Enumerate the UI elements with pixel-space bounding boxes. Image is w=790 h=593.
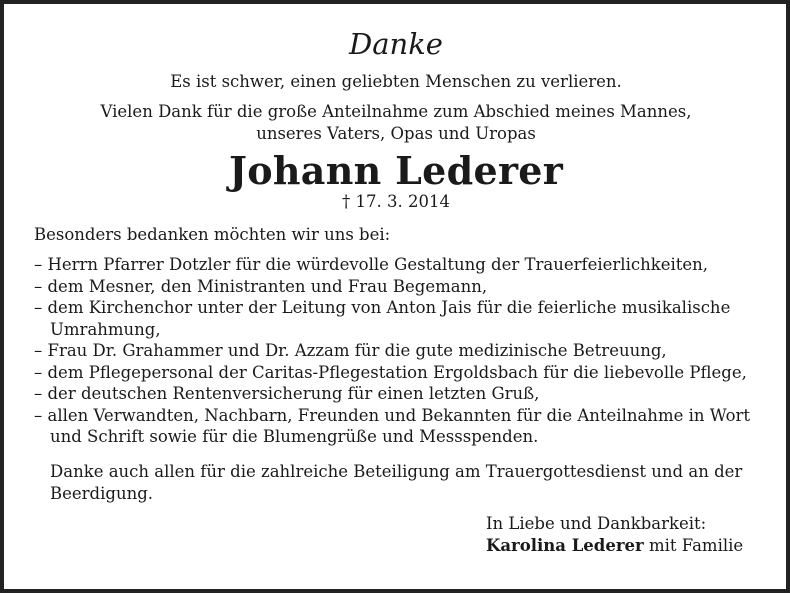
list-item: – der deutschen Rentenversicherung für einen letzten Gruß, (34, 384, 540, 403)
closing-paragraph: Danke auch allen für die zahlreiche Beteiligung am Trauergottesdienst und an der Beerdigung. (50, 461, 743, 503)
intro-line: Es ist schwer, einen geliebten Menschen zu verlieren. (170, 72, 622, 91)
list-item: – allen Verwandten, Nachbarn, Freunden und Bekannten für die Anteilnahme in Wort und Schrift sowie für die Blumengrüße und Messspenden. (34, 405, 751, 446)
acknowledgement-list (34, 254, 758, 448)
signer-suffix: mit Familie (643, 535, 744, 555)
notice-heading: Danke (349, 27, 443, 61)
thanks-line-2: unseres Vaters, Opas und Uropas (256, 124, 536, 143)
signoff (34, 513, 758, 557)
signer (486, 535, 758, 557)
deceased-name: Johann Lederer (228, 148, 564, 193)
thanks-line-1: Vielen Dank für die große Anteilnahme zum Abschied meines Mannes, (100, 102, 692, 121)
death-date: † 17. 3. 2014 (342, 192, 450, 211)
list-item: – dem Mesner, den Ministranten und Frau Begemann, (34, 276, 488, 296)
obituary-thank-you-notice (34, 26, 758, 557)
signer-name: Karolina Lederer (486, 535, 644, 555)
acknowledgement-lead: Besonders bedanken möchten wir uns bei: (34, 225, 391, 244)
list-item: – Herrn Pfarrer Dotzler für die würdevolle Gestaltung der Trauerfeierlichkeiten, (34, 255, 709, 274)
list-item: – Frau Dr. Grahammer und Dr. Azzam für die gute medizinische Betreuung, (34, 341, 667, 360)
list-item: – dem Kirchenchor unter der Leitung von Anton Jais für die feierliche musikalische Umrahmung, (34, 298, 731, 339)
list-item: – dem Pflegepersonal der Caritas-Pflegestation Ergoldsbach für die liebevolle Pflege, (34, 362, 747, 382)
signoff-line: In Liebe und Dankbarkeit: (486, 513, 707, 533)
